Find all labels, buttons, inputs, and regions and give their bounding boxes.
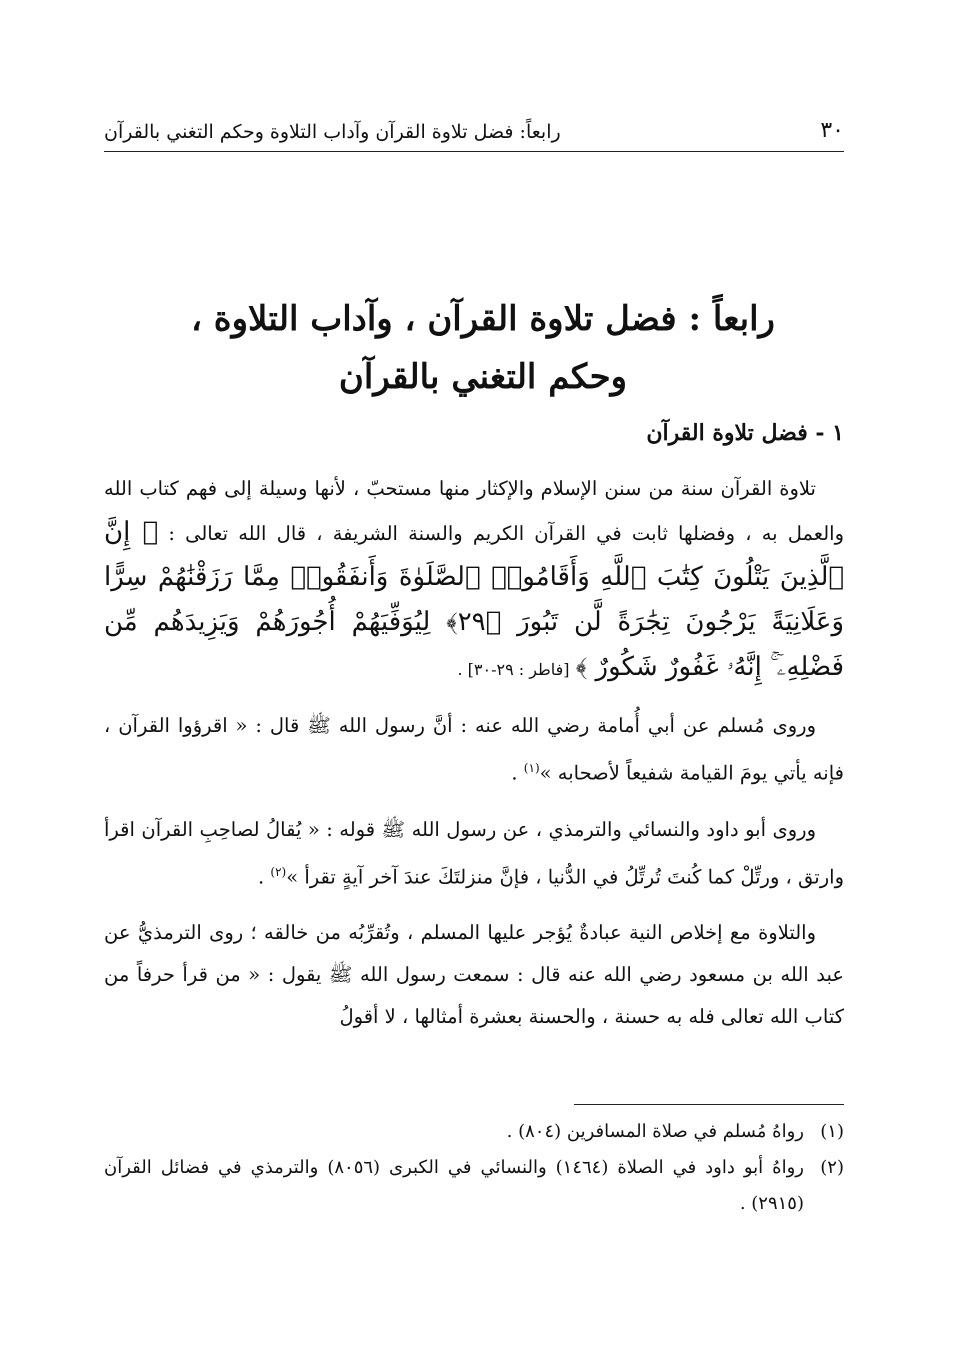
- paragraph-3-text: وروى أبو داود والنسائي والترمذي ، عن رسول الله ﷺ قوله : « يُقالُ لصاحِبِ القرآن اقرأ وارتق ، ورتِّلْ كما كُنتَ تُرتِّلُ في الدُّنيا ، فإنَّ منزلتَكَ عندَ آخر آيةٍ تقرأ »: [104, 817, 844, 888]
- footnotes: [104, 1114, 844, 1222]
- paragraph-1-text: تلاوة القرآن سنة من سنن الإسلام والإكثار منها مستحبّ ، لأنها وسيلة إلى فهم كتاب الله والعمل به ، وفضلها ثابت في القرآن الكريم والسنة الشريفة ، قال الله تعالى :: [104, 477, 844, 545]
- footnote-ref-1[interactable]: (١): [523, 761, 540, 775]
- chapter-title: [130, 290, 836, 406]
- paragraph-4-text: والتلاوة مع إخلاص النية عبادةٌ يُؤجر عليها المسلم ، وتُقرِّبُه من خالقه ؛ روى الترمذيُّ عن عبد الله بن مسعود رضي الله عنه قال : سمعت رسول الله ﷺ يقول : « من قرأ حرفاً من كتاب الله تعالى فله به حسنة ، والحسنة بعشرة أمثالها ، لا أقولُ: [104, 921, 844, 1028]
- chapter-title-line-2: وحكم التغني بالقرآن: [338, 357, 628, 397]
- section-heading: ١ - فضل تلاوة القرآن: [646, 420, 844, 446]
- footnote-divider: [574, 1104, 844, 1105]
- paragraph-1: [104, 468, 844, 691]
- footnote-2: [104, 1150, 844, 1222]
- paragraph-2: [104, 705, 844, 795]
- verse-citation: [فاطر : ٢٩-٣٠] .: [457, 660, 570, 679]
- footnote-ref-2[interactable]: (٢): [270, 864, 287, 879]
- footnote-number: (٢): [820, 1157, 844, 1178]
- footnote-text: رواهُ أبو داود في الصلاة (١٤٦٤) والنسائي في الكبرى (٨٠٥٦) والترمذي في فضائل القرآن (٢٩١٥) .: [104, 1157, 804, 1214]
- page-number: ٣٠: [820, 118, 844, 143]
- paragraph-4: [104, 912, 844, 1038]
- footnote-number: (١): [820, 1121, 844, 1142]
- quran-verse: ﴿ إِنَّ ٱلَّذِينَ يَتْلُونَ كِتَٰبَ ٱللَّهِ وَأَقَامُوا۟ ٱلصَّلَوٰةَ وَأَنفَقُوا۟ مِمَّا رَزَقْنَٰهُمْ سِرًّا وَعَلَانِيَةً يَرْجُونَ تِجَٰرَةً لَّن تَبُورَ ﴿٢٩﴾ لِيُوَفِّيَهُمْ أُجُورَهُمْ وَيَزِيدَهُم مِّن فَضْلِهِۦٓ ۚ إِنَّهُۥ غَفُورٌ شَكُورٌ ﴾: [104, 517, 844, 682]
- footnote-text: رواهُ مُسلم في صلاة المسافرين (٨٠٤) .: [506, 1121, 804, 1142]
- chapter-title-line-1: رابعاً : فضل تلاوة القرآن ، وآداب التلاوة ،: [191, 299, 775, 339]
- paragraph-3: [104, 809, 844, 899]
- body-text: [104, 468, 844, 1052]
- paragraph-2-text: وروى مُسلم عن أبي أُمامة رضي الله عنه : أنَّ رسول الله ﷺ قال : « اقرؤوا القرآن ، فإنه يأتي يومَ القيامة شفيعاً لأصحابه »: [104, 714, 844, 785]
- running-title: رابعاً: فضل تلاوة القرآن وآداب التلاوة وحكم التغني بالقرآن: [104, 121, 561, 143]
- paragraph-2-end: .: [511, 761, 524, 785]
- footnote-1: [104, 1114, 844, 1150]
- paragraph-3-end: .: [257, 865, 271, 888]
- running-head: [104, 108, 844, 152]
